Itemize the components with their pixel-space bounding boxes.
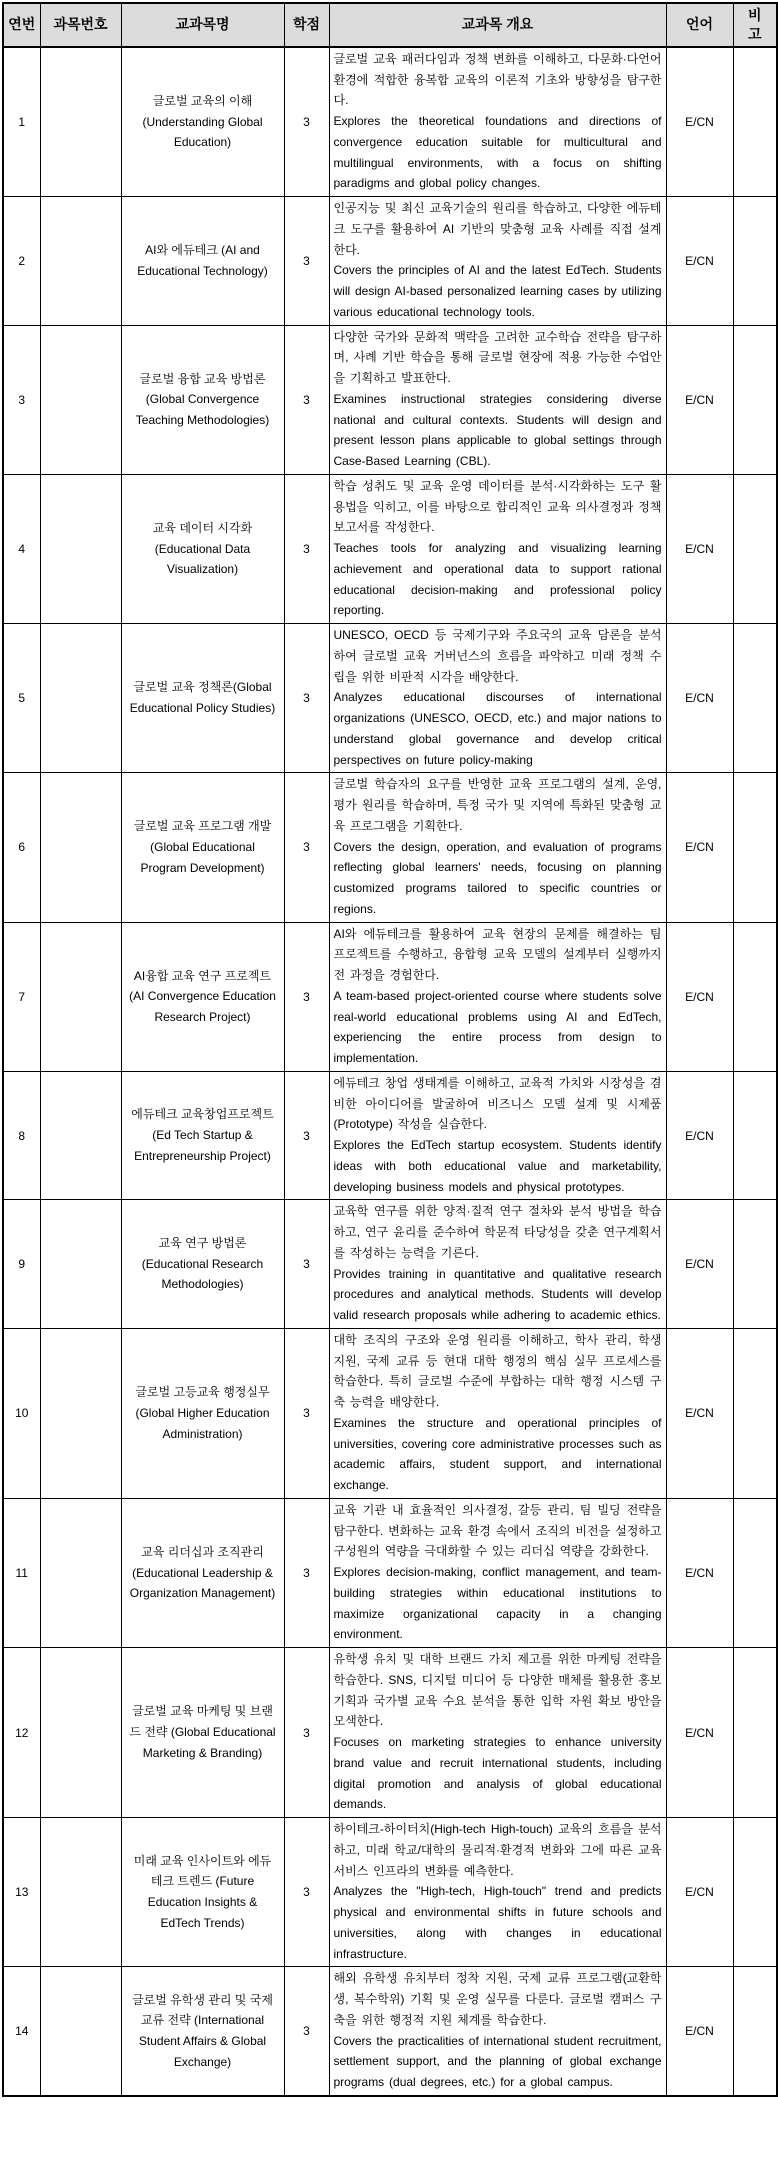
cell-course-number	[40, 1818, 121, 1967]
cell-course-name: 교육 연구 방법론(Educational Research Methodologies)	[121, 1200, 284, 1329]
header-language: 언어	[666, 3, 733, 47]
cell-row-number: 2	[3, 197, 40, 326]
cell-language: E/CN	[666, 325, 733, 474]
cell-credits: 3	[284, 47, 329, 197]
table-header	[3, 3, 777, 47]
table-row	[3, 47, 777, 197]
overview-korean-text: 학습 성취도 및 교육 운영 데이터를 분석·시각화하는 도구 활용법을 익히고, 이를 바탕으로 합리적인 교육 의사결정과 정책 보고서를 작성한다.	[333, 478, 662, 535]
table-row	[3, 325, 777, 474]
cell-course-name: 글로벌 고등교육 행정실무 (Global Higher Education Administration)	[121, 1328, 284, 1498]
cell-row-number: 14	[3, 1967, 40, 2096]
cell-course-name: 글로벌 유학생 관리 및 국제교류 전략 (International Student Affairs & Global Exchange)	[121, 1967, 284, 2096]
table-row	[3, 1818, 777, 1967]
table-row	[3, 1498, 777, 1647]
cell-language: E/CN	[666, 1967, 733, 2096]
cell-course-overview	[329, 474, 666, 623]
cell-course-number	[40, 922, 121, 1071]
cell-course-name: 글로벌 교육 정책론(Global Educational Policy Studies)	[121, 624, 284, 773]
cell-credits: 3	[284, 1498, 329, 1647]
cell-credits: 3	[284, 773, 329, 922]
overview-english-text: Provides training in quantitative and qualitative research procedures and analytical methods. Students will develop valid research proposals while adhering to academic ethics.	[333, 1266, 662, 1323]
cell-credits: 3	[284, 1818, 329, 1967]
overview-english-text: Analyzes the "High-tech, High-touch" trend and predicts physical and environmental shifts in future schools and universities, along with changes in educational infrastructure.	[333, 1884, 662, 1961]
header-course-name: 교과목명	[121, 3, 284, 47]
cell-credits: 3	[284, 1200, 329, 1329]
cell-row-number: 13	[3, 1818, 40, 1967]
overview-korean-text: 대학 조직의 구조와 운영 원리를 이해하고, 학사 관리, 학생 지원, 국제 교류 등 현대 대학 행정의 핵심 실무 프로세스를 학습한다. 특히 글로벌 수준에 부합하는 대학 행정 시스템 구축 능력을 배양한다.	[333, 1332, 662, 1410]
cell-row-number: 1	[3, 47, 40, 197]
cell-course-overview	[329, 1498, 666, 1647]
overview-english-text: Explores decision-making, conflict management, and team-building strategies within educational institutions to maximize organizational capacity in a changing environment.	[333, 1565, 662, 1642]
cell-row-number: 11	[3, 1498, 40, 1647]
cell-language: E/CN	[666, 922, 733, 1071]
cell-language: E/CN	[666, 1328, 733, 1498]
overview-english-text: Analyzes educational discourses of international organizations (UNESCO, OECD, etc.) and major nations to understand global governance and develop critical perspectives on future policy-making	[333, 690, 662, 767]
cell-course-name: 글로벌 융합 교육 방법론(Global Convergence Teaching Methodologies)	[121, 325, 284, 474]
cell-course-number	[40, 474, 121, 623]
cell-course-overview	[329, 1818, 666, 1967]
cell-row-number: 12	[3, 1648, 40, 1818]
cell-language: E/CN	[666, 1648, 733, 1818]
cell-course-name: AI와 에듀테크 (AI and Educational Technology)	[121, 197, 284, 326]
cell-course-number	[40, 1071, 121, 1200]
cell-course-number	[40, 1648, 121, 1818]
cell-course-name: 에듀테크 교육창업프로젝트(Ed Tech Startup & Entrepreneurship Project)	[121, 1071, 284, 1200]
course-catalog-table	[2, 2, 778, 2097]
cell-course-name: 글로벌 교육의 이해 (Understanding Global Education)	[121, 47, 284, 197]
cell-row-number: 3	[3, 325, 40, 474]
cell-course-number	[40, 1200, 121, 1329]
cell-course-name: 교육 데이터 시각화(Educational Data Visualization)	[121, 474, 284, 623]
cell-language: E/CN	[666, 1071, 733, 1200]
header-course-number: 과목번호	[40, 3, 121, 47]
cell-note	[733, 1648, 777, 1818]
cell-credits: 3	[284, 474, 329, 623]
cell-course-overview	[329, 325, 666, 474]
overview-korean-text: 교육 기관 내 효율적인 의사결정, 갈등 관리, 팀 빌딩 전략을 탐구한다. 변화하는 교육 환경 속에서 조직의 비전을 설정하고 구성원의 역량을 극대화할 수 있는 리더십 역량을 강화한다.	[333, 1502, 662, 1559]
header-credits: 학점	[284, 3, 329, 47]
cell-language: E/CN	[666, 47, 733, 197]
cell-course-overview	[329, 197, 666, 326]
cell-note	[733, 197, 777, 326]
cell-credits: 3	[284, 624, 329, 773]
overview-korean-text: 글로벌 학습자의 요구를 반영한 교육 프로그램의 설계, 운영, 평가 원리를 학습하며, 특정 국가 및 지역에 특화된 맞춤형 교육 프로그램을 기획한다.	[333, 777, 662, 833]
cell-language: E/CN	[666, 1498, 733, 1647]
cell-credits: 3	[284, 1967, 329, 2096]
cell-note	[733, 474, 777, 623]
cell-note	[733, 1071, 777, 1200]
overview-english-text: A team-based project-oriented course where students solve real-world educational problems using AI and EdTech, experiencing the entire process from design to implementation.	[333, 988, 662, 1066]
cell-course-number	[40, 773, 121, 922]
cell-course-number	[40, 1328, 121, 1498]
cell-note	[733, 325, 777, 474]
cell-row-number: 5	[3, 624, 40, 773]
cell-course-overview	[329, 1328, 666, 1498]
overview-english-text: Explores the EdTech startup ecosystem. Students identify ideas with both educational value and marketability, developing business models and physical prototypes.	[333, 1138, 662, 1194]
cell-row-number: 4	[3, 474, 40, 623]
table-row	[3, 1200, 777, 1329]
table-row	[3, 1648, 777, 1818]
cell-credits: 3	[284, 325, 329, 474]
cell-note	[733, 624, 777, 773]
cell-course-number	[40, 1498, 121, 1647]
cell-credits: 3	[284, 1328, 329, 1498]
cell-language: E/CN	[666, 773, 733, 922]
overview-english-text: Examines instructional strategies considering diverse national and cultural contexts. Students will design and present lesson plans applicable to global settings through Case-Based Learning (CBL).	[333, 391, 662, 469]
cell-credits: 3	[284, 197, 329, 326]
cell-row-number: 8	[3, 1071, 40, 1200]
cell-note	[733, 1328, 777, 1498]
cell-note	[733, 1967, 777, 2096]
cell-course-overview	[329, 1071, 666, 1200]
cell-language: E/CN	[666, 474, 733, 623]
table-row	[3, 197, 777, 326]
table-row	[3, 474, 777, 623]
header-row	[3, 3, 777, 47]
cell-note	[733, 1818, 777, 1967]
cell-language: E/CN	[666, 1200, 733, 1329]
overview-korean-text: AI와 에듀테크를 활용하여 교육 현장의 문제를 해결하는 팀 프로젝트를 수행하고, 융합형 교육 모델의 설계부터 실행까지 전 과정을 경험한다.	[333, 926, 662, 983]
cell-course-name: 글로벌 교육 마케팅 및 브랜드 전략 (Global Educational Marketing & Branding)	[121, 1648, 284, 1818]
cell-course-overview	[329, 1200, 666, 1329]
cell-course-name: AI융합 교육 연구 프로젝트(AI Convergence Education Research Project)	[121, 922, 284, 1071]
header-overview: 교과목 개요	[329, 3, 666, 47]
overview-english-text: Teaches tools for analyzing and visualizing learning achievement and operational data to support rational educational decision-making and professional policy reporting.	[333, 541, 662, 618]
overview-english-text: Covers the design, operation, and evaluation of programs reflecting global learners' needs, focusing on planning customized programs tailored to specific countries or regions.	[333, 839, 662, 916]
course-table-body	[3, 47, 777, 2096]
cell-course-overview	[329, 47, 666, 197]
cell-language: E/CN	[666, 197, 733, 326]
overview-korean-text: 에듀테크 창업 생태계를 이해하고, 교육적 가치와 시장성을 겸비한 아이디어를 발굴하여 비즈니스 모델 설계 및 시제품(Prototype) 작성을 실습한다.	[333, 1075, 662, 1132]
cell-course-overview	[329, 773, 666, 922]
table-row	[3, 1967, 777, 2096]
header-row-number: 연번	[3, 3, 40, 47]
table-row	[3, 624, 777, 773]
overview-english-text: Examines the structure and operational principles of universities, covering core administrative processes such as academic affairs, student support, and international exchange.	[333, 1415, 662, 1493]
cell-course-number	[40, 325, 121, 474]
cell-note	[733, 773, 777, 922]
cell-course-number	[40, 197, 121, 326]
overview-korean-text: UNESCO, OECD 등 국제기구와 주요국의 교육 담론을 분석하여 글로벌 교육 거버넌스의 흐름을 파악하고 미래 정책 수립을 위한 비판적 시각을 배양한다.	[333, 628, 662, 684]
cell-course-overview	[329, 922, 666, 1071]
cell-row-number: 6	[3, 773, 40, 922]
overview-korean-text: 유학생 유치 및 대학 브랜드 가치 제고를 위한 마케팅 전략을 학습한다. SNS, 디지털 미디어 등 다양한 매체를 활용한 홍보 기획과 국가별 교육 수요 분석을 통한 입학 자원 확보 방안을 모색한다.	[333, 1652, 662, 1729]
cell-course-overview	[329, 1648, 666, 1818]
overview-english-text: Covers the practicalities of international student recruitment, settlement support, and the planning of global exchange programs (dual degrees, etc.) for a global campus.	[333, 2033, 662, 2090]
cell-credits: 3	[284, 922, 329, 1071]
cell-row-number: 9	[3, 1200, 40, 1329]
table-row	[3, 773, 777, 922]
cell-note	[733, 922, 777, 1071]
table-row	[3, 922, 777, 1071]
cell-row-number: 7	[3, 922, 40, 1071]
cell-row-number: 10	[3, 1328, 40, 1498]
cell-course-number	[40, 624, 121, 773]
cell-course-number	[40, 47, 121, 197]
overview-korean-text: 인공지능 및 최신 교육기술의 원리를 학습하고, 다양한 에듀테크 도구를 활용하여 AI 기반의 맞춤형 교육 사례를 직접 설계한다.	[333, 201, 662, 257]
overview-korean-text: 글로벌 교육 패러다임과 정책 변화를 이해하고, 다문화·다언어 환경에 적합한 융복합 교육의 이론적 기초와 방향성을 탐구한다.	[333, 51, 662, 108]
cell-note	[733, 1498, 777, 1647]
cell-language: E/CN	[666, 624, 733, 773]
cell-language: E/CN	[666, 1818, 733, 1967]
overview-korean-text: 해외 유학생 유치부터 정착 지원, 국제 교류 프로그램(교환학생, 복수학위) 기획 및 운영 실무를 다룬다. 글로벌 캠퍼스 구축을 위한 행정적 지원 체계를 학습한다.	[333, 1971, 662, 2027]
cell-course-name: 미래 교육 인사이트와 에듀테크 트렌드 (Future Education Insights & EdTech Trends)	[121, 1818, 284, 1967]
overview-english-text: Covers the principles of AI and the latest EdTech. Students will design AI-based personalized learning cases by utilizing various educational technology tools.	[333, 263, 662, 319]
overview-korean-text: 하이테크-하이터치(High-tech High-touch) 교육의 흐름을 분석하고, 미래 학교/대학의 물리적·환경적 변화와 그에 따른 교육 서비스 인프라의 변화를 예측한다.	[333, 1822, 662, 1878]
cell-note	[733, 47, 777, 197]
cell-course-name: 글로벌 교육 프로그램 개발(Global Educational Program Development)	[121, 773, 284, 922]
overview-english-text: Focuses on marketing strategies to enhance university brand value and recruit international students, including digital promotion and analysis of global educational demands.	[333, 1735, 662, 1812]
cell-course-name: 교육 리더십과 조직관리 (Educational Leadership & Organization Management)	[121, 1498, 284, 1647]
cell-course-overview	[329, 624, 666, 773]
cell-note	[733, 1200, 777, 1329]
overview-korean-text: 교육학 연구를 위한 양적·질적 연구 절차와 분석 방법을 학습하고, 연구 윤리를 준수하여 학문적 타당성을 갖춘 연구계획서를 작성하는 능력을 기른다.	[333, 1204, 662, 1260]
header-note: 비고	[733, 3, 777, 47]
table-row	[3, 1071, 777, 1200]
overview-korean-text: 다양한 국가와 문화적 맥락을 고려한 교수학습 전략을 탐구하며, 사례 기반 학습을 통해 글로벌 현장에 적용 가능한 수업안을 기획하고 발표한다.	[333, 329, 662, 386]
cell-course-overview	[329, 1967, 666, 2096]
cell-credits: 3	[284, 1071, 329, 1200]
cell-course-number	[40, 1967, 121, 2096]
cell-credits: 3	[284, 1648, 329, 1818]
table-row	[3, 1328, 777, 1498]
overview-english-text: Explores the theoretical foundations and directions of convergence education suitable for multicultural and multilingual environments, with a focus on shifting paradigms and global policy changes.	[333, 114, 662, 191]
